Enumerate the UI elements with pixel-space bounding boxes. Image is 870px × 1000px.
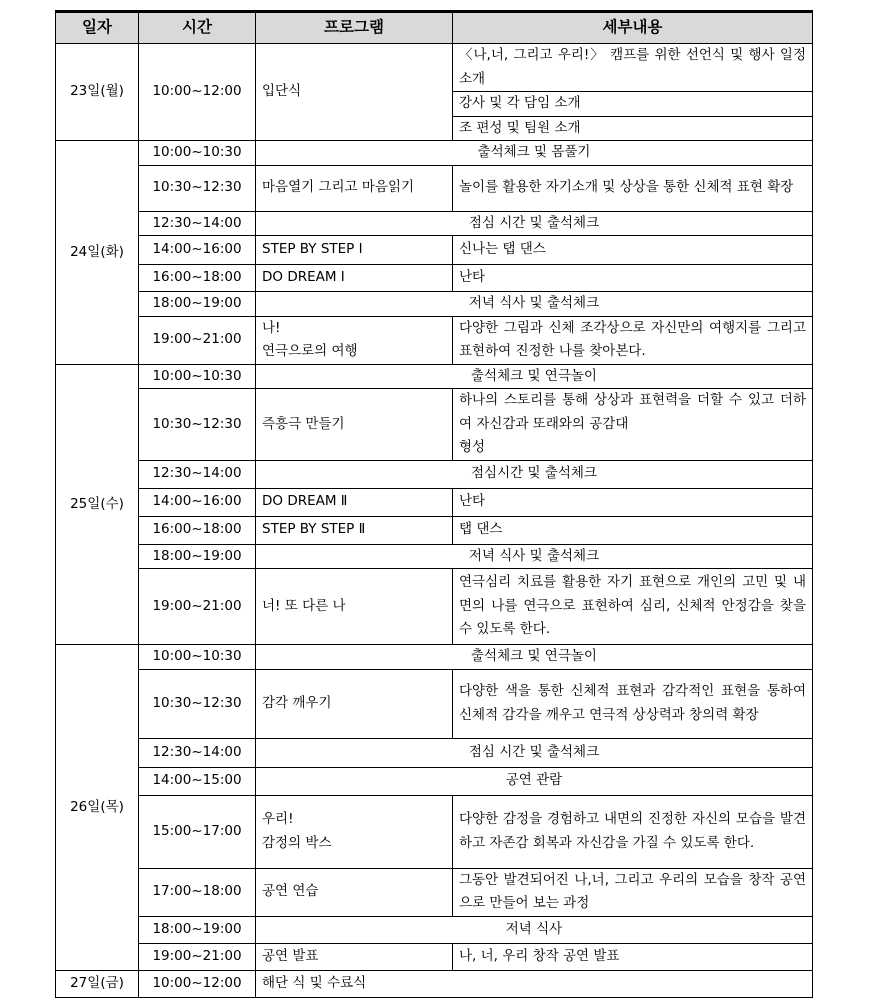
schedule-table [55, 10, 813, 998]
detail-cell: 난타 [453, 488, 813, 516]
header-program: 프로그램 [256, 12, 453, 44]
merged-activity-cell: 출석체크 및 연극놀이 [256, 645, 813, 670]
merged-activity-cell: 점심 시간 및 출석체크 [256, 211, 813, 236]
detail-cell: 조 편성 및 팀원 소개 [453, 116, 813, 141]
time-cell: 10:00~10:30 [139, 364, 256, 389]
table-row [56, 389, 813, 461]
time-cell: 10:00~12:00 [139, 44, 256, 141]
time-cell: 18:00~19:00 [139, 916, 256, 943]
program-cell: 해단 식 및 수료식 [256, 970, 813, 997]
table-row [56, 265, 813, 292]
detail-line: 형성 [459, 439, 486, 455]
time-cell: 10:00~10:30 [139, 645, 256, 670]
time-cell: 10:30~12:30 [139, 165, 256, 211]
detail-cell: 다양한 그림과 신체 조각상으로 자신만의 여행지를 그리고 표현하여 진정한 나를 찾아본다. [453, 316, 813, 364]
table-row [56, 669, 813, 738]
program-cell: 즉흥극 만들기 [256, 389, 453, 461]
time-cell: 18:00~19:00 [139, 292, 256, 317]
table-row [56, 544, 813, 569]
detail-cell: 그동안 발견되어진 나,너, 그리고 우리의 모습을 창작 공연으로 만들어 보는 과정 [453, 868, 813, 916]
merged-activity-cell: 저녁 식사 및 출석체크 [256, 544, 813, 569]
day-cell: 24일(화) [56, 141, 139, 365]
program-cell: 너! 또 다른 나 [256, 569, 453, 645]
header-time: 시간 [139, 12, 256, 44]
table-row [56, 868, 813, 916]
program-cell: 입단식 [256, 44, 453, 141]
detail-cell: 다양한 감정을 경험하고 내면의 진정한 자신의 모습을 발견하고 자존감 회복과 자신감을 가질 수 있도록 한다. [453, 795, 813, 868]
header-detail: 세부내용 [453, 12, 813, 44]
program-cell: 마음열기 그리고 마음읽기 [256, 165, 453, 211]
day-cell: 27일(금) [56, 970, 139, 997]
table-row [56, 916, 813, 943]
table-row [56, 141, 813, 166]
merged-activity-cell: 점심시간 및 출석체크 [256, 460, 813, 488]
time-cell: 19:00~21:00 [139, 316, 256, 364]
table-row [56, 165, 813, 211]
detail-cell: 난타 [453, 265, 813, 292]
day-cell: 23일(월) [56, 44, 139, 141]
program-cell: DO DREAM Ⅰ [256, 265, 453, 292]
table-row [56, 44, 813, 92]
table-row [56, 767, 813, 795]
time-cell: 14:00~16:00 [139, 236, 256, 265]
time-cell: 10:00~12:00 [139, 970, 256, 997]
program-cell: 감각 깨우기 [256, 669, 453, 738]
day-cell: 26일(목) [56, 645, 139, 971]
time-cell: 10:30~12:30 [139, 389, 256, 461]
program-line: 나! [262, 319, 281, 336]
merged-activity-cell: 출석체크 및 연극놀이 [256, 364, 813, 389]
detail-cell: 다양한 색을 통한 신체적 표현과 감각적인 표현을 통하여 신체적 감각을 깨우고 연극적 상상력과 창의력 확장 [453, 669, 813, 738]
table-row [56, 943, 813, 970]
detail-line: 하나의 스토리를 통해 상상과 표현력을 더할 수 있고 더하여 자신감과 또래와의 공감대 [459, 392, 806, 432]
table-row [56, 460, 813, 488]
time-cell: 14:00~16:00 [139, 488, 256, 516]
merged-activity-cell: 저녁 식사 및 출석체크 [256, 292, 813, 317]
time-cell: 16:00~18:00 [139, 516, 256, 544]
program-cell [256, 795, 453, 868]
program-cell: DO DREAM Ⅱ [256, 488, 453, 516]
merged-activity-cell: 공연 관람 [256, 767, 813, 795]
table-header [56, 12, 813, 44]
header-day: 일자 [56, 12, 139, 44]
program-cell [256, 316, 453, 364]
detail-cell: 강사 및 각 담임 소개 [453, 92, 813, 117]
detail-cell [453, 389, 813, 461]
program-cell: STEP BY STEP Ⅰ [256, 236, 453, 265]
time-cell: 14:00~15:00 [139, 767, 256, 795]
table-row [56, 488, 813, 516]
program-line: 연극으로의 여행 [262, 343, 358, 359]
program-cell: 공연 발표 [256, 943, 453, 970]
table-row [56, 364, 813, 389]
table-row [56, 292, 813, 317]
table-row [56, 970, 813, 997]
time-cell: 15:00~17:00 [139, 795, 256, 868]
time-cell: 19:00~21:00 [139, 569, 256, 645]
detail-cell: 나, 너, 우리 창작 공연 발표 [453, 943, 813, 970]
detail-cell: 연극심리 치료를 활용한 자기 표현으로 개인의 고민 및 내면의 나를 연극으로 표현하여 심리, 신체적 안정감을 찾을 수 있도록 한다. [453, 569, 813, 645]
merged-activity-cell: 저녁 식사 [256, 916, 813, 943]
program-cell: 공연 연습 [256, 868, 453, 916]
time-cell: 19:00~21:00 [139, 943, 256, 970]
table-row [56, 316, 813, 364]
day-cell: 25일(수) [56, 364, 139, 645]
merged-activity-cell: 출석체크 및 몸풀기 [256, 141, 813, 166]
table-row [56, 516, 813, 544]
program-line: 우리! [262, 811, 294, 827]
time-cell: 12:30~14:00 [139, 738, 256, 767]
time-cell: 12:30~14:00 [139, 211, 256, 236]
table-row [56, 211, 813, 236]
program-line: 감정의 박스 [262, 834, 332, 851]
detail-cell: 신나는 탭 댄스 [453, 236, 813, 265]
merged-activity-cell: 점심 시간 및 출석체크 [256, 738, 813, 767]
table-row [56, 645, 813, 670]
detail-cell: 탭 댄스 [453, 516, 813, 544]
time-cell: 17:00~18:00 [139, 868, 256, 916]
table-row [56, 236, 813, 265]
table-row [56, 738, 813, 767]
time-cell: 10:30~12:30 [139, 669, 256, 738]
table-row [56, 795, 813, 868]
program-cell: STEP BY STEP Ⅱ [256, 516, 453, 544]
table-row [56, 569, 813, 645]
time-cell: 16:00~18:00 [139, 265, 256, 292]
time-cell: 18:00~19:00 [139, 544, 256, 569]
detail-cell: 〈나,너, 그리고 우리!〉 캠프를 위한 선언식 및 행사 일정 소개 [453, 44, 813, 92]
time-cell: 10:00~10:30 [139, 141, 256, 166]
detail-cell: 놀이를 활용한 자기소개 및 상상을 통한 신체적 표현 확장 [453, 165, 813, 211]
time-cell: 12:30~14:00 [139, 460, 256, 488]
